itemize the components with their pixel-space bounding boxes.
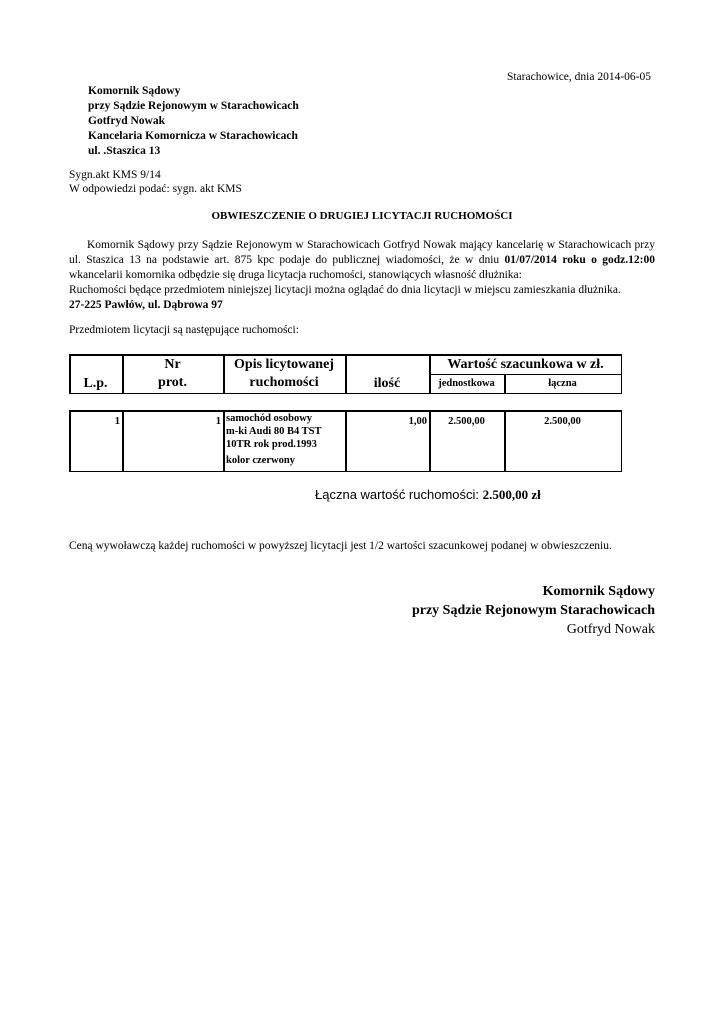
items-table-header	[69, 354, 622, 394]
row-laczna: 2.500,00	[544, 416, 581, 427]
signature-block	[412, 582, 655, 639]
row-opis	[226, 412, 350, 467]
reply-reference: W odpowiedzi podać: sygn. akt KMS	[69, 183, 242, 195]
sender-block	[88, 84, 299, 159]
starting-price-note: Ceną wywoławczą każdej ruchomości w powyższej licytacji jest 1/2 wartości szacunkowej podanej w obwieszczeniu.	[69, 540, 612, 552]
debtor-address	[69, 298, 655, 313]
row-jednostkowa: 2.500,00	[448, 416, 485, 427]
row-nr: 1	[215, 416, 221, 427]
place-date: Starachowice, dnia 2014-06-05	[506, 71, 651, 83]
header-opis-line1: Opis licytowanej	[234, 357, 334, 372]
row-ilosc: 1,00	[408, 416, 427, 427]
p1-start: Komornik Sądowy przy Sądzie Rejonowym w Starachowicach Gotfryd Nowak mający kancelarię w Starachowicach przy ul. Staszica 13 na podstawie art. 875 kpc podaje do publicznej wiadomości, że w dniu	[69, 239, 655, 266]
debtor-address-text: 27-225 Pawłów, ul. Dąbrowa 97	[69, 299, 223, 311]
header-nr-line1: Nr	[164, 357, 181, 372]
items-intro: Przedmiotem licytacji są następujące ruchomości:	[69, 324, 299, 336]
row-opis-line: kolor czerwony	[226, 455, 295, 466]
row-opis-line: m-ki Audi 80 B4 TST	[226, 426, 322, 437]
paragraph-1	[69, 238, 655, 283]
case-signature: Sygn.akt KMS 9/14	[69, 169, 161, 181]
document-title: OBWIESZCZENIE O DRUGIEJ LICYTACJI RUCHOMOŚCI	[211, 210, 513, 222]
row-lp: 1	[114, 416, 120, 427]
signature-line2: przy Sądzie Rejonowym Starachowicach	[411, 603, 655, 618]
sender-line: ul. .Staszica 13	[88, 145, 161, 157]
announcement-body	[69, 238, 655, 313]
sender-line: Komornik Sądowy	[88, 85, 181, 97]
header-wartosc: Wartość szacunkowa w zł.	[447, 357, 604, 372]
row-opis-line: 10TR rok prod.1993	[226, 439, 317, 450]
sender-line: przy Sądzie Rejonowym w Starachowicach	[88, 100, 299, 112]
signature-line1: Komornik Sądowy	[542, 584, 655, 599]
header-lp: L.p.	[83, 376, 108, 391]
signature-line3: Gotfryd Nowak	[566, 622, 655, 637]
row-opis-line: samochód osobowy	[226, 413, 313, 424]
header-laczna: łączna	[548, 378, 577, 389]
sender-line: Gotfryd Nowak	[88, 115, 165, 127]
header-ilosc: ilość	[373, 376, 401, 391]
header-jednostkowa: jednostkowa	[438, 378, 495, 389]
total-value	[315, 487, 541, 503]
header-nr-line2: prot.	[158, 375, 187, 390]
total-label: Łączna wartość ruchomości:	[315, 487, 483, 502]
table-row	[69, 410, 622, 472]
auction-datetime: 01/07/2014 roku o godz.12:00	[504, 254, 655, 266]
sender-line: Kancelaria Komornicza w Starachowicach	[88, 130, 298, 142]
reference-block	[69, 168, 242, 196]
p1-end: wkancelarii komornika odbędzie się druga licytacja ruchomości, stanowiących własność dłużnika:	[69, 269, 522, 281]
header-opis-line2: ruchomości	[249, 375, 319, 390]
total-amount: 2.500,00 zł	[482, 487, 541, 502]
paragraph-2: Ruchomości będące przedmiotem niniejszej licytacji można oglądać do dnia licytacji w miejscu zamieszkania dłużnika.	[69, 284, 621, 296]
